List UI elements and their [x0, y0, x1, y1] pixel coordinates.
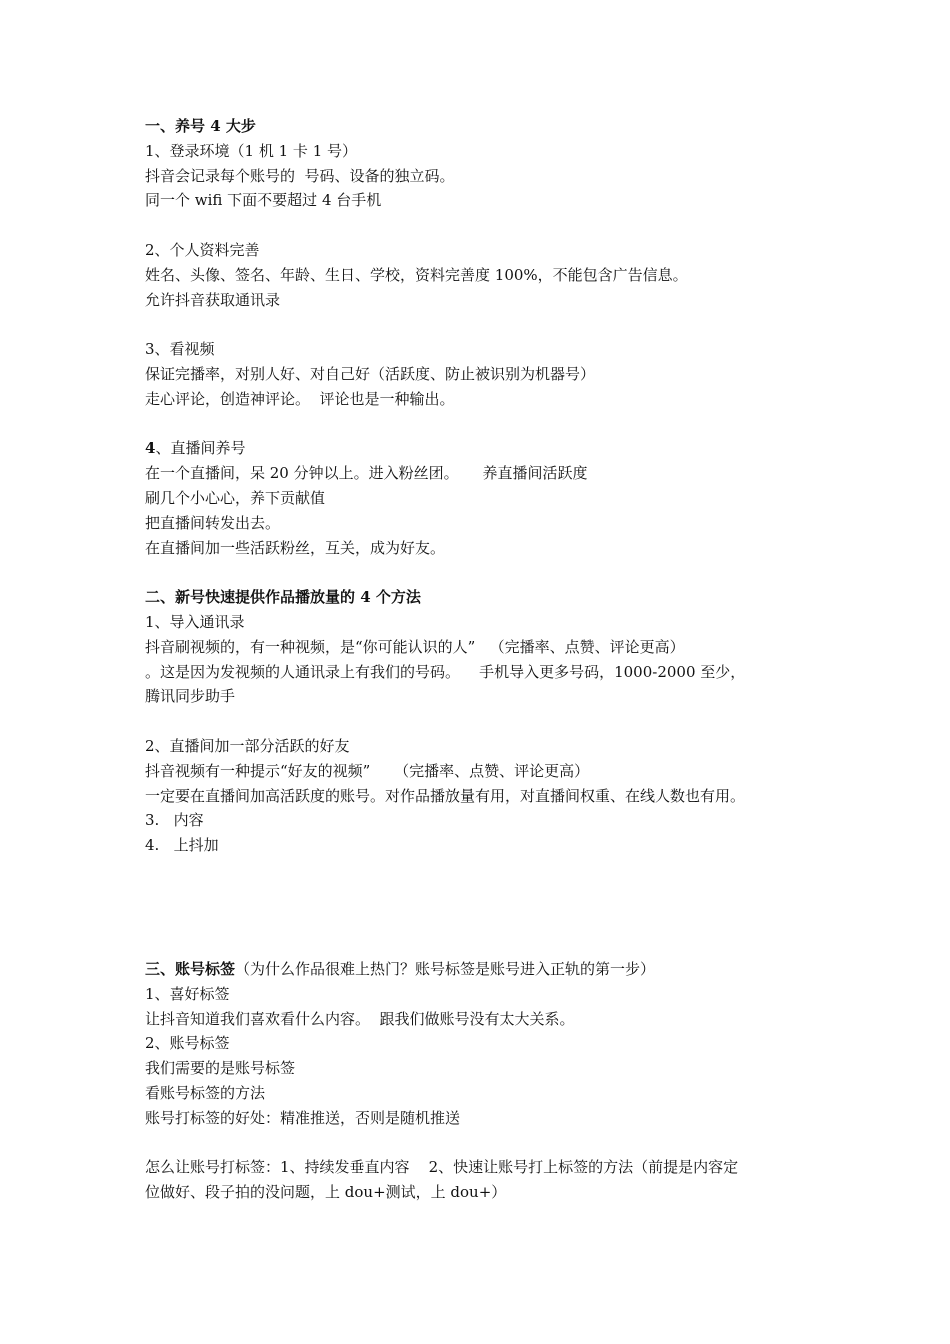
s3-line: 账号打标签的好处：精准推送，否则是随机推送: [145, 1108, 461, 1127]
s1-step1-line: 抖音会记录每个账号的 号码、设备的独立码。: [145, 166, 455, 185]
s2-method1-line: 腾讯同步助手: [145, 687, 236, 706]
s2-method1-heading: 1、导入通讯录: [145, 612, 245, 631]
section-3-title: [145, 957, 825, 982]
s1-step2-line: 允许抖音获取通讯录: [145, 290, 281, 309]
s1-step4-line: 把直播间转发出去。: [145, 513, 281, 532]
section-1-title: 一、养号 4 大步: [145, 117, 256, 135]
s1-step4-number: 4: [145, 439, 156, 458]
s1-step3-line: 走心评论，创造神评论。 评论也是一种输出。: [145, 389, 455, 408]
s1-step1-line: 同一个 wifi 下面不要超过 4 台手机: [145, 191, 382, 210]
s1-step1-heading: 1、登录环境（1 机 1 卡 1 号）: [145, 141, 358, 160]
s2-method3: 3. 内容: [145, 811, 204, 830]
s1-step4-line: 在一个直播间，呆 20 分钟以上。进入粉丝团。 养直播间活跃度: [145, 464, 588, 483]
s1-step3-heading: 3、看视频: [145, 340, 215, 359]
blank-line: [145, 560, 825, 585]
blank-line: [145, 709, 825, 734]
blank-line: [145, 1130, 825, 1155]
s1-step4-heading: [145, 436, 825, 461]
blank-line: [145, 312, 825, 337]
s1-step3-line: 保证完播率，对别人好、对自己好（活跃度、防止被识别为机器号）: [145, 364, 596, 383]
s2-method1-line: 。这是因为发视频的人通讯录上有我们的号码。 手机导入更多号码，1000-2000 至少，: [145, 662, 746, 681]
section-gap: [145, 858, 825, 957]
section-3-title-bold: 三、账号标签: [145, 959, 236, 978]
s2-method2-line: 抖音视频有一种提示“好友的视频” （完播率、点赞、评论更高）: [145, 761, 590, 780]
s2-method2-heading: 2、直播间加一部分活跃的好友: [145, 736, 350, 755]
blank-line: [145, 213, 825, 238]
s1-step2-heading: 2、个人资料完善: [145, 240, 260, 259]
s2-method1-line: 抖音刷视频的，有一种视频，是“你可能认识的人” （完播率、点赞、评论更高）: [145, 637, 685, 656]
s3-line: 2、账号标签: [145, 1034, 230, 1053]
s3-line: 我们需要的是账号标签: [145, 1059, 296, 1078]
s3-line: 1、喜好标签: [145, 984, 230, 1003]
s1-step2-line: 姓名、头像、签名、年龄、生日、学校，资料完善度 100%，不能包含广告信息。: [145, 265, 688, 284]
blank-line: [145, 412, 825, 437]
section-2-title: 二、新号快速提供作品播放量的 4 个方法: [145, 588, 421, 607]
s2-method4: 4. 上抖加: [145, 836, 219, 855]
section-3-title-note: （为什么作品很难上热门？账号标签是账号进入正轨的第一步）: [235, 959, 656, 978]
s3-final-line: 位做好、段子拍的没问题，上 dou+测试，上 dou+）: [145, 1183, 507, 1202]
s3-final-line: 怎么让账号打标签：1、持续发垂直内容 2、快速让账号打上标签的方法（前提是内容定: [145, 1158, 739, 1177]
s3-line: 让抖音知道我们喜欢看什么内容。 跟我们做账号没有太大关系。: [145, 1009, 575, 1028]
s3-line: 看账号标签的方法: [145, 1083, 266, 1102]
s1-step4-line: 在直播间加一些活跃粉丝，互关，成为好友。: [145, 538, 446, 557]
s2-method2-line: 一定要在直播间加高活跃度的账号。对作品播放量有用，对直播间权重、在线人数也有用。: [145, 786, 746, 805]
s1-step4-heading-text: 、直播间养号: [155, 439, 246, 458]
document-page: [145, 114, 825, 1205]
s1-step4-line: 刷几个小心心，养下贡献值: [145, 488, 326, 507]
